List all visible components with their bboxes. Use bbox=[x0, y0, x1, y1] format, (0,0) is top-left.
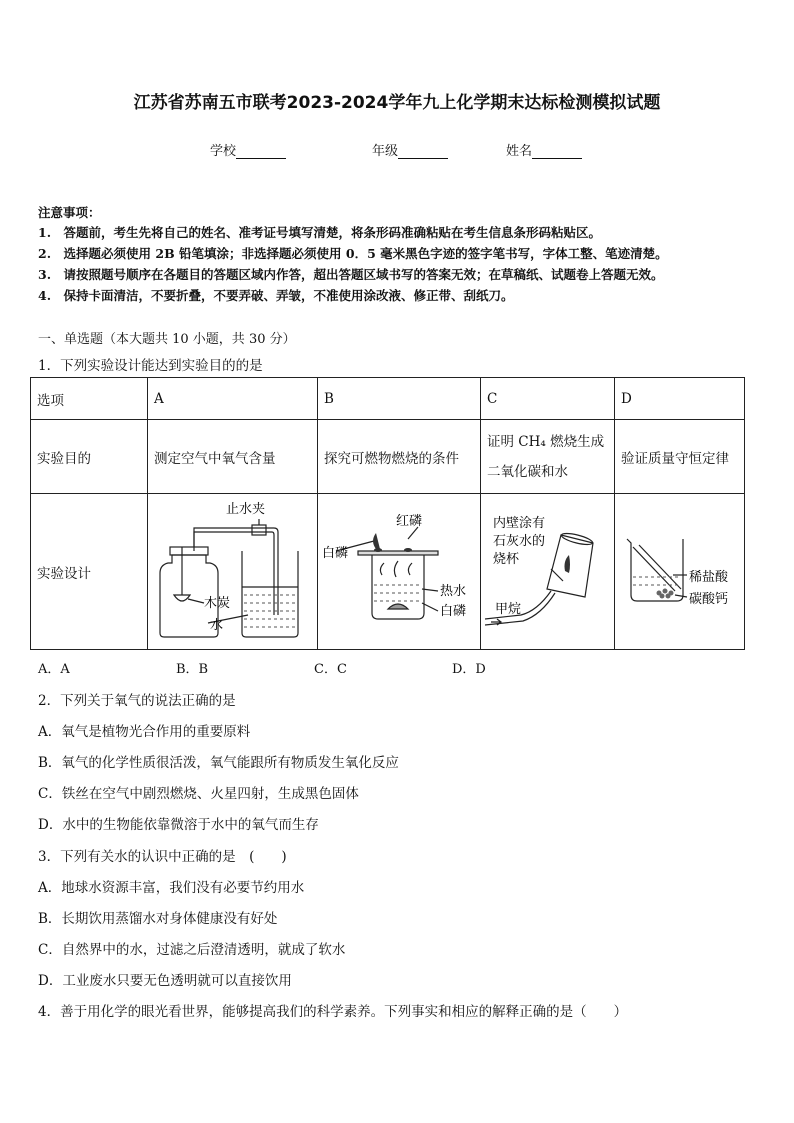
purpose-c-line2: 二氧化碳和水 bbox=[487, 463, 568, 480]
header-cell: 选项 bbox=[31, 378, 148, 420]
beaker-label-line1: 内壁涂有 bbox=[493, 515, 546, 531]
purpose-c-line1: 证明 CH₄ 燃烧生成 bbox=[487, 433, 605, 450]
exam-title: 江苏省苏南五市联考2023-2024学年九上化学期末达标检测模拟试题 bbox=[133, 93, 661, 113]
grade-label: 年级 bbox=[372, 144, 399, 159]
section-heading: 一、单选题（本大题共 10 小题，共 30 分） bbox=[38, 332, 296, 347]
beaker-label-line2: 石灰水的 bbox=[493, 533, 546, 549]
name-field[interactable] bbox=[506, 140, 582, 159]
design-a bbox=[148, 494, 318, 650]
header-cell: D bbox=[615, 378, 745, 420]
grade-blank[interactable] bbox=[398, 144, 448, 159]
name-blank[interactable] bbox=[532, 144, 582, 159]
name-label: 姓名 bbox=[506, 144, 533, 159]
flame-icon bbox=[373, 533, 380, 549]
oxygen-apparatus-diagram bbox=[148, 495, 316, 649]
q3-option-a[interactable]: A．地球水资源丰富，我们没有必要节约用水 bbox=[38, 880, 305, 896]
purpose-a: 测定空气中氧气含量 bbox=[148, 420, 318, 494]
mass-conservation-diagram bbox=[615, 495, 743, 649]
red-phosphorus-label: 红磷 bbox=[396, 513, 423, 529]
q3-option-c[interactable]: C．自然界中的水，过滤之后澄清透明，就成了软水 bbox=[38, 942, 346, 958]
header-cell: A bbox=[148, 378, 318, 420]
q1-option-b[interactable]: B．B bbox=[176, 662, 209, 677]
design-label: 实验设计 bbox=[31, 494, 148, 650]
combustion-conditions-diagram bbox=[318, 495, 480, 649]
q1-option-c[interactable]: C．C bbox=[314, 662, 347, 677]
purpose-b: 探究可燃物燃烧的条件 bbox=[318, 420, 481, 494]
note-item: 1. 答题前，考生先将自己的姓名、准考证号填写清楚，将条形码准确粘贴在考生信息条形码粘贴区。 bbox=[38, 225, 602, 240]
experiment-table bbox=[30, 377, 745, 650]
charcoal-label: 木炭 bbox=[204, 595, 231, 611]
q1-option-d[interactable]: D．D bbox=[452, 662, 486, 677]
purpose-label: 实验目的 bbox=[31, 420, 148, 494]
table-header-row bbox=[31, 378, 745, 420]
header-cell: B bbox=[318, 378, 481, 420]
q2-option-a[interactable]: A．氧气是植物光合作用的重要原料 bbox=[38, 724, 251, 740]
notes-heading: 注意事项： bbox=[38, 205, 101, 220]
q1-stem: 1．下列实验设计能达到实验目的的是 bbox=[38, 358, 263, 374]
design-d bbox=[615, 494, 745, 650]
design-row bbox=[31, 494, 745, 650]
q2-stem: 2．下列关于氧气的说法正确的是 bbox=[38, 693, 236, 709]
q1-option-a[interactable]: A．A bbox=[38, 662, 70, 677]
purpose-d: 验证质量守恒定律 bbox=[615, 420, 745, 494]
note-item: 2. 选择题必须使用 2B 铅笔填涂；非选择题必须使用 0．5 毫米黑色字迹的签字笔书写，字体工整、笔迹清楚。 bbox=[38, 246, 668, 261]
purpose-row bbox=[31, 420, 745, 494]
flame-icon bbox=[565, 555, 571, 573]
header-cell: C bbox=[481, 378, 615, 420]
white-phosphorus-right-label: 白磷 bbox=[440, 603, 467, 619]
acid-label: 稀盐酸 bbox=[689, 569, 729, 585]
q3-stem: 3．下列有关水的认识中正确的是 ( ) bbox=[38, 849, 287, 865]
beaker-label-line3: 烧杯 bbox=[493, 551, 520, 567]
q2-option-b[interactable]: B．氧气的化学性质很活泼，氧气能跟所有物质发生氧化反应 bbox=[38, 755, 399, 771]
methane-label: 甲烷 bbox=[495, 601, 522, 617]
purpose-c bbox=[481, 420, 615, 494]
q2-option-d[interactable]: D．水中的生物能依靠微溶于水中的氧气而生存 bbox=[38, 817, 319, 833]
note-item: 4. 保持卡面清洁，不要折叠，不要弄破、弄皱，不准使用涂改液、修正带、刮纸刀。 bbox=[38, 288, 514, 303]
white-phosphorus-left-label: 白磷 bbox=[322, 545, 349, 561]
methane-combustion-diagram bbox=[481, 495, 614, 649]
q3-option-d[interactable]: D．工业废水只要无色透明就可以直接饮用 bbox=[38, 973, 292, 989]
water-label: 水 bbox=[210, 617, 224, 633]
grade-field[interactable] bbox=[372, 140, 448, 159]
hot-water-label: 热水 bbox=[440, 583, 467, 599]
design-b bbox=[318, 494, 481, 650]
school-blank[interactable] bbox=[236, 144, 286, 159]
note-item: 3. 请按照题号顺序在各题目的答题区域内作答，超出答题区域书写的答案无效；在草稿纸、试题卷上答题无效。 bbox=[38, 267, 664, 282]
carbonate-label: 碳酸钙 bbox=[689, 591, 729, 607]
school-label: 学校 bbox=[210, 144, 237, 159]
q4-stem: 4．善于用化学的眼光看世界，能够提高我们的科学素养。下列事实和相应的解释正确的是（ ） bbox=[38, 1004, 628, 1020]
school-field[interactable] bbox=[210, 140, 286, 159]
design-c bbox=[481, 494, 615, 650]
q2-option-c[interactable]: C．铁丝在空气中剧烈燃烧、火星四射，生成黑色固体 bbox=[38, 786, 359, 802]
q3-option-b[interactable]: B．长期饮用蒸馏水对身体健康没有好处 bbox=[38, 911, 278, 927]
clip-label: 止水夹 bbox=[226, 501, 266, 517]
